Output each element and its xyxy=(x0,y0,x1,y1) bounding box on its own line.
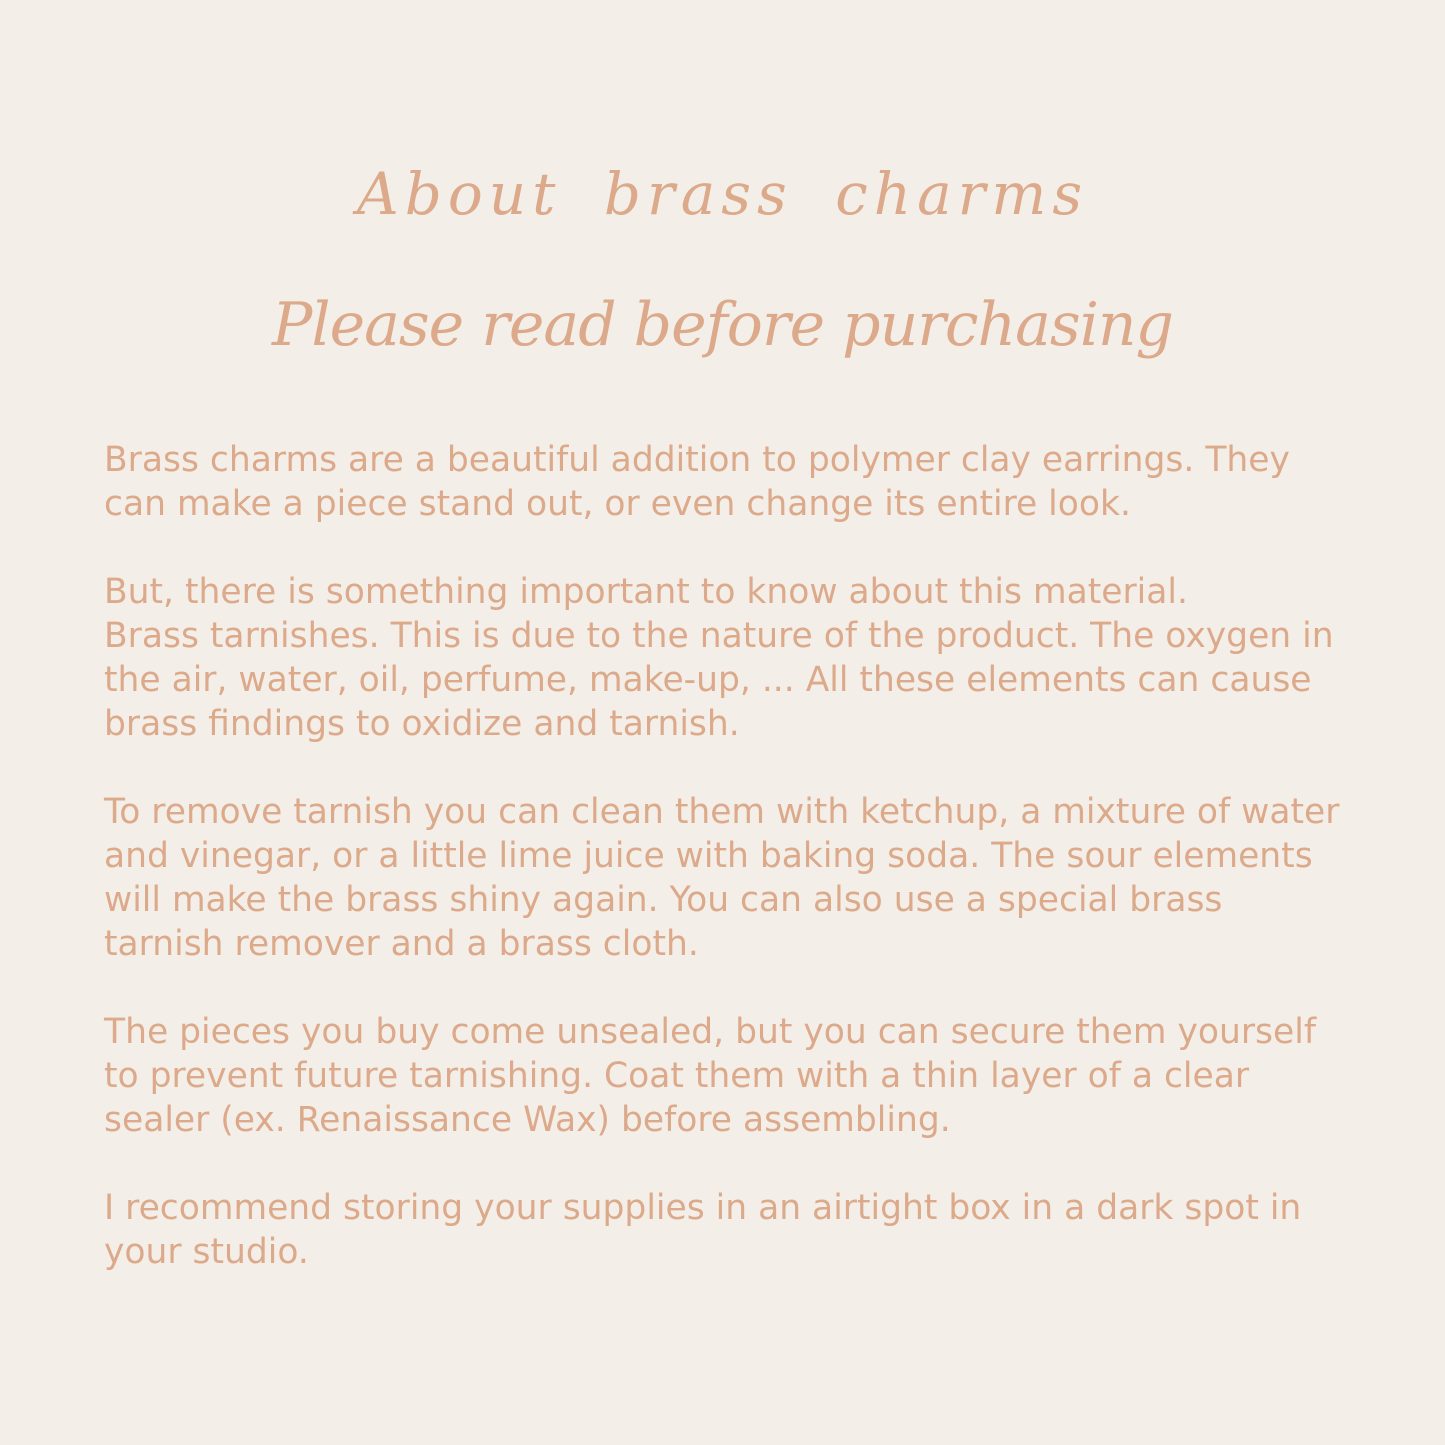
text-line: I recommend storing your supplies in an airtight box in a dark spot in xyxy=(104,1188,1302,1228)
paragraph-storage xyxy=(104,1186,1344,1274)
text-line: Brass tarnishes. This is due to the nature of the product. The oxygen in xyxy=(104,616,1334,656)
text-line: and vinegar, or a little lime juice with baking soda. The sour elements xyxy=(104,836,1313,876)
text-line: But, there is something important to know about this material. xyxy=(104,572,1188,612)
text-line: The pieces you buy come unsealed, but you can secure them yourself xyxy=(104,1012,1316,1052)
paragraph-intro xyxy=(104,438,1344,526)
text-line: your studio. xyxy=(104,1232,309,1272)
body-text xyxy=(104,438,1344,1318)
page-subtitle: Please read before purchasing xyxy=(272,290,1173,360)
text-line: the air, water, oil, perfume, make-up, ... All these elements can cause xyxy=(104,660,1312,700)
page-title: About brass charms xyxy=(356,160,1089,228)
text-line: brass findings to oxidize and tarnish. xyxy=(104,704,740,744)
paragraph-tarnish xyxy=(104,570,1344,746)
text-line: will make the brass shiny again. You can also use a special brass xyxy=(104,880,1223,920)
text-line: Brass charms are a beautiful addition to polymer clay earrings. They xyxy=(104,440,1290,480)
paragraph-cleaning xyxy=(104,790,1344,966)
paragraph-sealing xyxy=(104,1010,1344,1142)
text-line: to prevent future tarnishing. Coat them with a thin layer of a clear xyxy=(104,1056,1250,1096)
text-line: can make a piece stand out, or even change its entire look. xyxy=(104,484,1131,524)
text-line: To remove tarnish you can clean them with ketchup, a mixture of water xyxy=(104,792,1340,832)
text-line: sealer (ex. Renaissance Wax) before assembling. xyxy=(104,1100,951,1140)
text-line: tarnish remover and a brass cloth. xyxy=(104,924,699,964)
